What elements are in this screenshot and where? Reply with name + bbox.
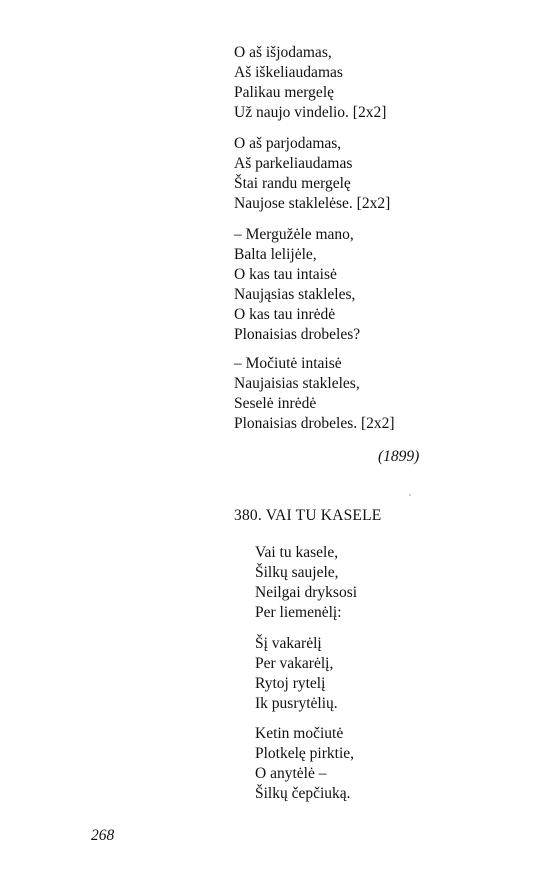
verse-line: Balta lelijėle,: [234, 246, 317, 263]
stanza: [234, 225, 360, 345]
stanza: [255, 634, 338, 714]
verse-line: Naujaisias stakleles,: [234, 375, 360, 392]
verse-line: Aš iškeliaudamas: [234, 64, 343, 81]
verse-line: Neilgai dryksosi: [255, 584, 358, 601]
verse-line: Per vakarėlį,: [255, 655, 334, 672]
verse-line: Palikau mergelę: [234, 84, 335, 101]
verse-line: Plotkelę pirktie,: [255, 745, 355, 762]
verse-line: Ketin močiutė: [255, 725, 344, 742]
page-number: 268: [91, 827, 115, 844]
verse-line: Štai randu mergelę: [234, 175, 351, 192]
verse-line: Per liemenėlį:: [255, 604, 342, 621]
stanza: [255, 543, 357, 623]
verse-line: – Mergužėle mano,: [234, 226, 354, 243]
stanza: [234, 354, 395, 434]
verse-line: O kas tau intaisė: [234, 266, 337, 283]
poem-date: (1899): [378, 448, 420, 465]
verse-line: Seselė inrėdė: [234, 395, 317, 412]
verse-line: Plonaisias drobeles. [2x2]: [234, 415, 395, 432]
verse-line: Vai tu kasele,: [255, 544, 339, 561]
verse-line: Naujose staklelėse. [2x2]: [234, 195, 391, 212]
verse-line: O aš parjodamas,: [234, 135, 342, 152]
verse-line: Naująsias stakleles,: [234, 286, 356, 303]
stanza: [234, 134, 390, 214]
verse-line: Šį vakarėlį: [255, 635, 322, 652]
verse-line: Ik pusrytėlių.: [255, 695, 338, 712]
verse-line: Šilkų čepčiuką.: [255, 785, 351, 802]
verse-line: Aš parkeliaudamas: [234, 155, 353, 172]
verse-line: O aš išjodamas,: [234, 44, 332, 61]
stanza: [234, 43, 386, 123]
verse-line: – Močiutė intaisė: [234, 355, 342, 372]
verse-line: O kas tau inrėdė: [234, 306, 336, 323]
stanza: [255, 724, 354, 804]
verse-line: O anytėlė –: [255, 765, 327, 782]
verse-line: Rytoj rytelį: [255, 675, 326, 692]
verse-line: Plonaisias drobeles?: [234, 326, 361, 343]
song-title: 380. VAI TU KASELE: [234, 507, 382, 524]
verse-line: Už naujo vindelio. [2x2]: [234, 104, 387, 121]
scan-speck: [409, 494, 411, 496]
verse-line: Šilkų saujele,: [255, 564, 339, 581]
